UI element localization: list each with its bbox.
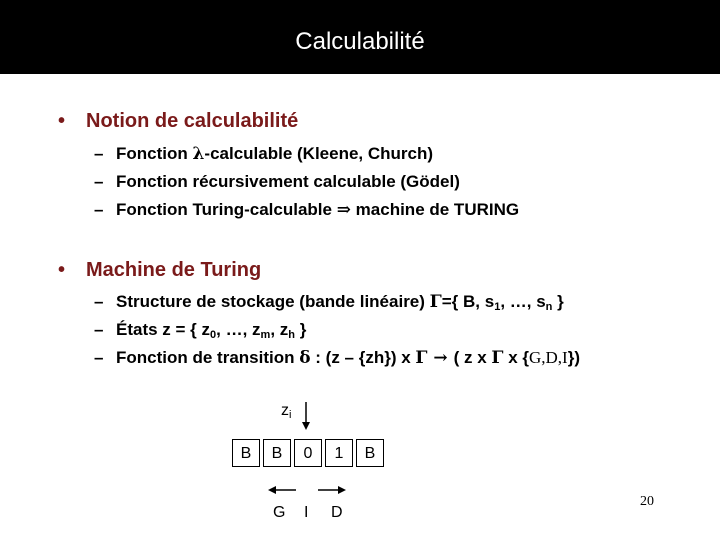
tape-cell: 1	[325, 439, 353, 467]
head-label: $z_i$	[281, 402, 292, 421]
bullet-title: Machine de Turing	[86, 259, 262, 281]
move-left-label: G	[273, 504, 286, 521]
sub-item: – Fonction Turing-calculable ⇒ machine de TURING	[94, 200, 520, 220]
tape-cell: 0	[294, 439, 322, 467]
bullet-marker: •	[58, 259, 66, 281]
slide-title: Calculabilité	[0, 0, 720, 74]
tape-cell: B	[356, 439, 384, 467]
move-right-label: D	[331, 504, 343, 521]
sub-item: – Structure de stockage (bande linéaire) Γ={ B, $s_1$, …, $s_n$ }	[94, 292, 564, 313]
tape-cell: B	[232, 439, 260, 467]
sub-item: – Fonction λ-calculable (Kleene, Church)	[94, 144, 434, 164]
sub-item: – États z = { $z_0$, …, $z_m$, $z_h$ }	[94, 320, 307, 341]
sub-item: – Fonction récursivement calculable (Gödel)	[94, 172, 460, 191]
page-number: 20	[640, 494, 654, 509]
turing-tape	[232, 439, 387, 467]
bullet-notion	[58, 110, 298, 133]
lambda-symbol: λ	[192, 144, 205, 164]
right-arrow-icon	[316, 484, 346, 496]
head-arrow-icon	[298, 400, 314, 432]
implies-symbol: ⇒	[336, 200, 351, 220]
sub-item: – Fonction de transition δ : (z – {zh}) x Γ → ( z x Γ x {G,D,I})	[94, 348, 580, 368]
left-arrow-icon	[268, 484, 298, 496]
bullet-machine	[58, 259, 261, 282]
bullet-marker: •	[58, 110, 66, 132]
tape-cell: B	[263, 439, 291, 467]
move-stay-label: I	[304, 504, 309, 521]
bullet-title: Notion de calculabilité	[86, 110, 299, 132]
